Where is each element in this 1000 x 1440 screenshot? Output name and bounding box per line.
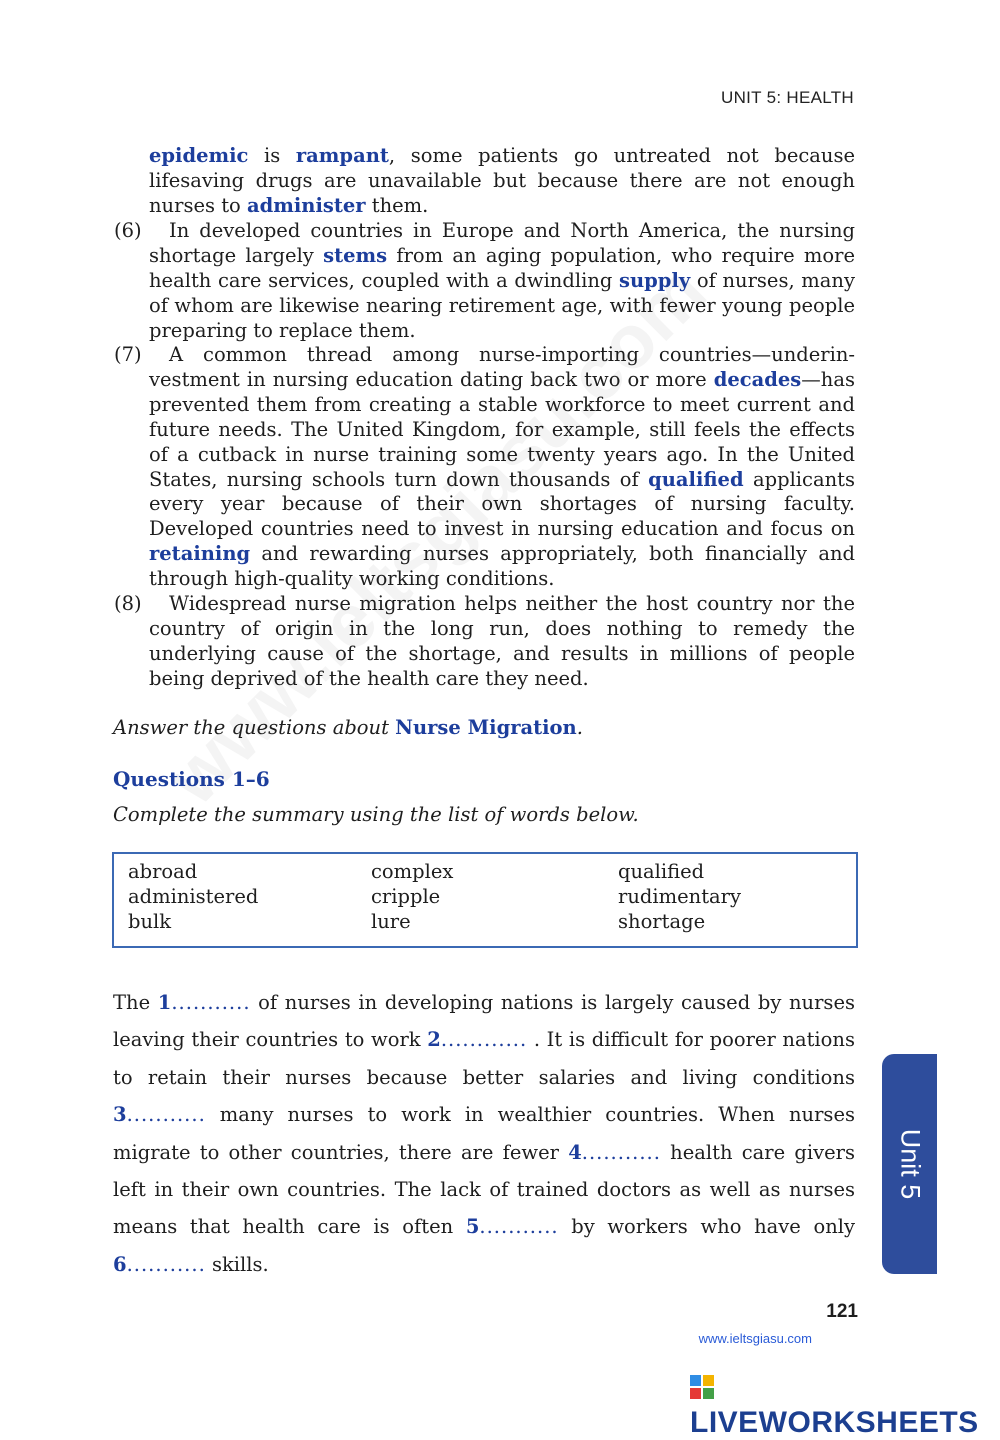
keyword: supply [619,268,691,292]
question-number: 4 [568,1140,582,1164]
unit-tab-label: Unit 5 [895,1128,925,1200]
paragraph-number: (8) [114,592,142,615]
paragraph-number: (6) [114,219,142,242]
footer-url[interactable]: www.ieltsgiasu.com [698,1331,812,1346]
keyword: stems [323,243,388,267]
answer-blank[interactable]: ............ [440,1028,528,1052]
paragraph-5-continued [149,144,855,219]
text: The [113,991,158,1014]
keyword: administer [246,193,366,217]
answer-blank[interactable]: ........... [479,1215,559,1239]
text: of nurses in developing nations is largely caused by nurses leaving their countries to work [113,991,855,1052]
unit-header: UNIT 5: HEALTH [721,88,854,107]
text: Widespread nurse migration helps neither the host country nor the country of origin in the long run, does nothing to remedy the underlying cause of the shortage, and results in millions of people being deprived of the health care they need. [149,592,855,690]
question-number: 5 [465,1215,480,1239]
word-option: cripple [371,885,441,908]
question-number: 1 [157,991,172,1014]
word-option: shortage [618,910,706,933]
question-number: 2 [427,1028,441,1052]
word-option: lure [371,910,411,933]
text: . It is difficult for poorer nations to retain their nurses because better salaries and living conditions [113,1028,855,1089]
paragraph-8 [149,592,855,692]
text: , some patients go untreated not because lifesaving drugs are unavailable but because there are not enough nurses to [149,144,856,217]
text: of nurses, many of whom are likewise nearing retirement age, with fewer young people preparing to replace them. [149,268,855,342]
keyword: retaining [149,542,251,566]
keyword: epidemic [149,144,249,167]
answer-blank[interactable]: ........... [126,1252,206,1276]
keyword: rampant [295,144,389,167]
paragraph-number: (7) [114,343,142,366]
word-option: bulk [128,910,172,933]
answer-blank[interactable]: ........... [126,1103,206,1127]
word-option: complex [371,860,454,883]
text: them. [365,193,429,217]
questions-heading: Questions 1–6 [113,767,270,791]
word-option: rudimentary [618,885,741,908]
word-option: administered [128,885,259,908]
text: many nurses to work in wealthier countries. When nurses migrate to other countries, there are fewer [113,1103,855,1164]
text: skills. [205,1252,269,1276]
text: and rewarding nurses appropriately, both financially and through high-quality working conditions. [149,542,855,591]
word-option: abroad [128,860,198,883]
word-list-box [112,852,858,948]
passage-title: Nurse Migration [395,716,577,739]
text: —has prevented them from creating a stable workforce to meet current and future needs. The United Kingdom, for example, still feels the effects of a cutback in nurse training some twenty years ago. In the United States, nursing schools turn down thousands of [149,367,855,491]
text: from an aging population, who require more health care services, coupled with a dwindling [149,243,856,292]
brand-text: LIVEWORKSHEETS [690,1406,979,1439]
answer-instruction [113,716,583,739]
text: . [576,716,583,739]
text: health care givers left in their own countries. The lack of trained doctors as well as nurses means that health care is often [113,1140,855,1239]
text: Answer the questions about [113,716,396,739]
question-number: 3 [113,1103,127,1127]
question-number: 6 [113,1252,127,1276]
text: by workers who have only [558,1215,856,1239]
liveworksheets-logo-icon [690,1375,716,1401]
questions-instruction: Complete the summary using the list of words below. [113,803,639,826]
summary-paragraph [113,984,855,1283]
text: applicants every year because of their own shortages of nursing faculty. Developed countries need to invest in nursing education and focus on [149,467,855,541]
answer-blank[interactable]: ........... [171,991,251,1014]
word-option: qualified [618,860,705,883]
page-number: 121 [826,1301,858,1322]
answer-blank[interactable]: ........... [581,1140,661,1164]
keyword: decades [713,367,802,391]
text: A common thread among nurse-importing countries—underin-vestment in nursing education dating back two or more [149,343,855,391]
paragraph-6 [149,219,855,344]
unit-side-tab [882,1054,937,1274]
liveworksheets-brand [690,1372,1000,1440]
text: In developed countries in Europe and North America, the nursing shortage largely [149,219,855,267]
paragraph-7 [149,343,855,592]
text: is [248,144,296,167]
keyword: qualified [648,467,744,491]
